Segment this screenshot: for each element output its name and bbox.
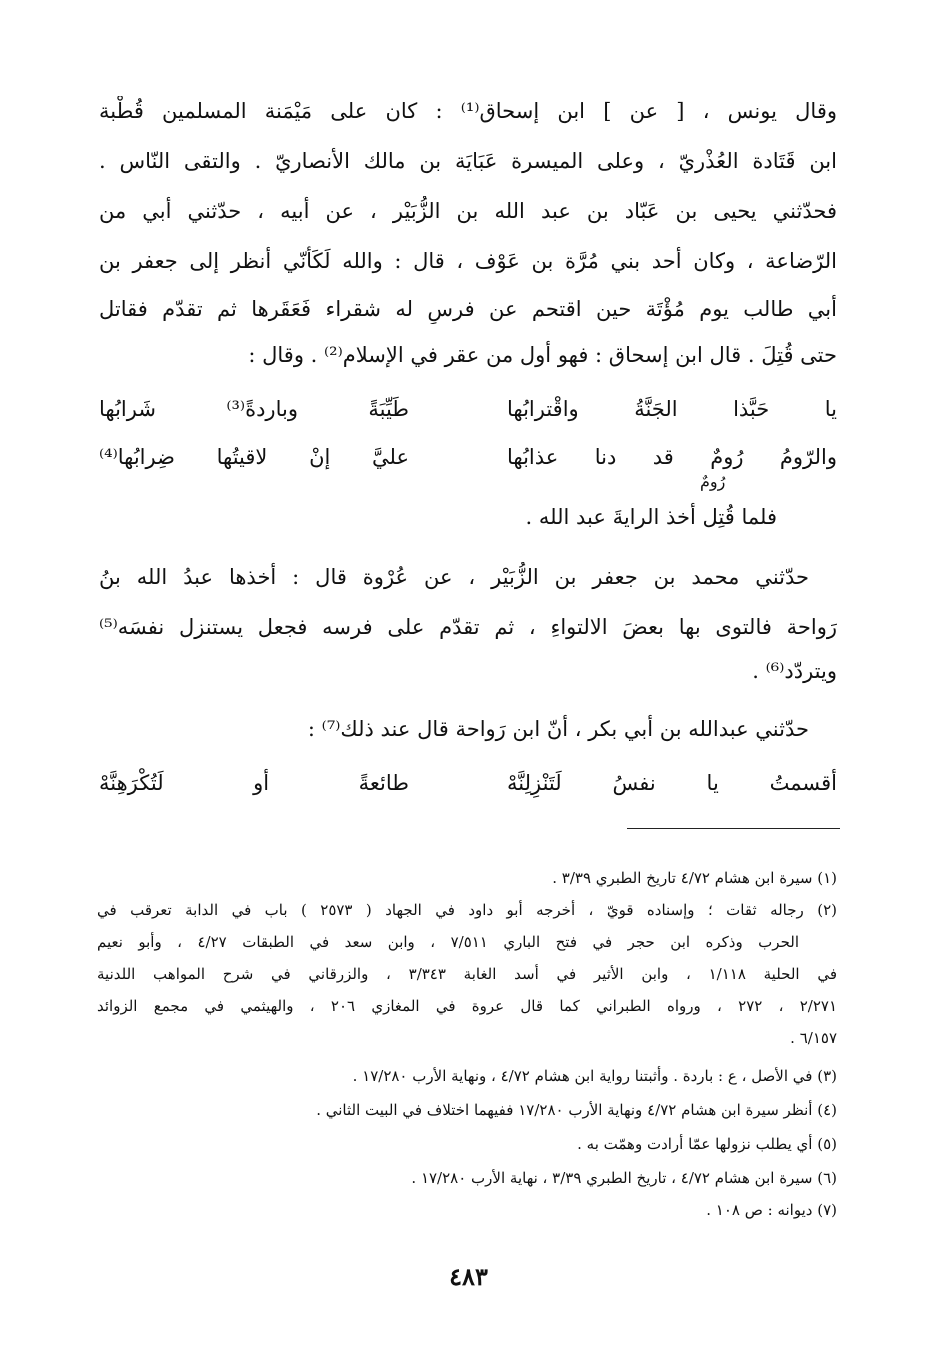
verse-1-right-hemistich: يا حَبَّذا الجَنَّةُ واقْترابُها [507,397,837,421]
verse-2-right-hemistich: والرّومُ رُومٌ قد دنا عذابُها [507,445,837,469]
body-line-5: أبي طالب يوم مُؤْتَة حين اقتحم عن فرسٍ له شقراء فَعَقَرها ثم تقدّم فقاتل [99,297,837,321]
after-verse-line: فلما قُتِل أخذ الرايةَ عبد الله . [525,505,777,529]
footnote-2-line-5: ٦/١٥٧ . [790,1029,837,1047]
footnote-2-line-3: في الحلية ١/١١٨ ، وابن الأثير في أسد الغابة ٣/٣٤٣ ، والزرقاني في شرح المواهب اللدنية [97,965,837,983]
para3-line: حدّثني عبدالله بن أبي بكر ، أنّ ابن رَواحة قال عند ذلك⁽⁷⁾ : [307,717,809,741]
verse-line-3 [99,766,837,800]
footnote-3: (٣) في الأصل ، ع : باردة . وأثبتنا رواية ابن هشام ٤/٧٢ ، ونهاية الأرب ١٧/٢٨٠ . [352,1067,837,1085]
verse-line-2 [99,440,837,474]
verse-3-left-hemistich: طائعةً أو لَتُكْرَهِنَّهْ [99,771,409,795]
para2-line-1: حدّثني محمد بن جعفر بن الزُّبَيْر ، عن عُرْوة قال : أخذها عبدُ الله بنُ [99,565,809,589]
body-line-6: حتى قُتِلَ . قال ابن إسحاق : فهو أول من عقر في الإسلام⁽²⁾ . وقال : [248,343,837,367]
footnote-2-line-2: الحرب وذكره ابن حجر في فتح الباري ٧/٥١١ ، وابن سعد في الطبقات ٤/٢٧ ، وأبو نعيم [97,933,799,951]
footnote-5: (٥) أي يطلب نزولها عمّا أرادت وهمّت به . [577,1135,837,1153]
verse-line-1 [99,392,837,426]
footnote-7: (٧) ديوانه : ص ١٠٨ . [706,1201,837,1219]
verse-2-left-hemistich: عليَّ إنْ لاقيتُها ضِرابُها⁽⁴⁾ [99,445,409,469]
footnote-1: (١) سيرة ابن هشام ٤/٧٢ تاريخ الطبري ٣/٣٩ . [552,869,837,887]
para2-line-3: ويتردّد⁽⁶⁾ . [752,659,837,683]
footnote-separator [627,828,840,829]
body-line-2: ابن قَتَادة العُذْريّ ، وعلى الميسرة عَبَايَة بن مالك الأنصاريّ . والتقى النّاس . [99,149,837,173]
page-number: ٤٨٣ [449,1262,488,1291]
footnote-2-line-1: (٢) رجاله ثقات ؛ وإسناده قويّ ، أخرجه أبو داود في الجهاد ( ٢٥٧٣ ) باب في الدابة تعرقب في [97,901,837,919]
body-line-3: فحدّثني يحيى بن عَبّاد بن عبد الله بن الزُّبَيْر ، عن أبيه ، حدّثني أبي من [99,199,837,223]
footnote-6: (٦) سيرة ابن هشام ٤/٧٢ ، تاريخ الطبري ٣/٣٩ ، نهاية الأرب ١٧/٢٨٠ . [411,1169,837,1187]
body-line-4: الرّضاعة ، وكان أحد بني مُرَّة بن عَوْف ، قال : والله لَكَأنّي أنظر إلى جعفر بن [99,249,837,273]
marginal-correction: رُومٌ [700,472,726,491]
para2-line-2: رَواحة فالتوى بها بعضَ الالتواءِ ، ثم تقدّم على فرسه فجعل يستنزل نفسَه⁽⁵⁾ [99,615,837,639]
footnote-2-line-4: ٢/٢٧١ ، ٢٧٢ ، ورواه الطبراني كما قال عروة في المغازي ٢٠٦ ، والهيثمي في مجمع الزوائد [97,997,837,1015]
footnote-4: (٤) أنظر سيرة ابن هشام ٤/٧٢ ونهاية الأرب ١٧/٢٨٠ ففيهما اختلاف في البيت الثاني . [316,1101,837,1119]
body-line-1: وقال يونس ، [ عن ] ابن إسحاق⁽¹⁾ : كان على مَيْمَنة المسلمين قُطْبة [99,99,837,123]
verse-3-right-hemistich: أقسمتُ يا نفسُ لَتَنْزِلِنَّهْ [507,771,837,795]
verse-1-left-hemistich: طَيِّبَةً وباردةً⁽³⁾ شَرابُها [99,397,409,421]
